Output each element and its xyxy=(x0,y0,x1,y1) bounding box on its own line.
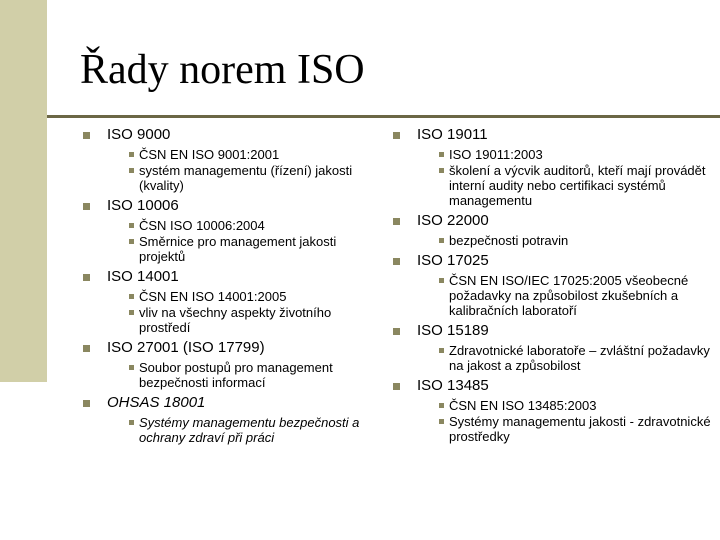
square-bullet-icon xyxy=(439,278,444,283)
bullet-item xyxy=(393,252,713,318)
sub-bullet-text: Soubor postupů pro management bezpečnosti informací xyxy=(139,360,333,390)
bullet-item-label: ISO 15189 xyxy=(417,322,489,339)
sub-bullet-text: ISO 19011:2003 xyxy=(449,147,543,162)
square-bullet-icon xyxy=(129,365,134,370)
sub-bullet-text: systém managementu (řízení) jakosti (kvality) xyxy=(139,163,353,193)
square-bullet-icon xyxy=(83,345,90,352)
sub-list xyxy=(107,218,383,264)
sub-bullet-text: Systémy managementu jakosti - zdravotnické prostředky xyxy=(449,414,711,444)
slide-title: Řady norem ISO xyxy=(80,47,365,93)
bullet-item xyxy=(83,394,383,445)
sub-list xyxy=(417,147,713,208)
square-bullet-icon xyxy=(439,403,444,408)
sub-list xyxy=(107,289,383,335)
square-bullet-icon xyxy=(129,310,134,315)
sub-bullet-text: Systémy managementu bezpečnosti a ochrany zdraví při práci xyxy=(139,415,360,445)
sub-bullet-item xyxy=(107,234,383,264)
bullet-item xyxy=(393,126,713,208)
square-bullet-icon xyxy=(393,218,400,225)
square-bullet-icon xyxy=(439,419,444,424)
square-bullet-icon xyxy=(393,258,400,265)
sub-bullet-item xyxy=(107,415,383,445)
square-bullet-icon xyxy=(129,168,134,173)
sub-bullet-item xyxy=(107,360,383,390)
sub-bullet-item xyxy=(107,305,383,335)
bullet-item-label: ISO 22000 xyxy=(417,212,489,229)
bullet-item-label: ISO 10006 xyxy=(107,197,179,214)
sub-list xyxy=(417,343,713,373)
sub-bullet-item xyxy=(417,273,713,318)
sub-bullet-text: ČSN EN ISO 13485:2003 xyxy=(449,398,597,413)
left-column xyxy=(83,126,383,449)
sub-bullet-text: školení a výcvik auditorů, kteří mají provádět interní audity nebo certifikaci systémů managementu xyxy=(449,163,706,208)
bullet-item-label: OHSAS 18001 xyxy=(107,394,206,411)
square-bullet-icon xyxy=(129,223,134,228)
square-bullet-icon xyxy=(129,152,134,157)
sub-bullet-item xyxy=(107,289,383,304)
sub-bullet-item xyxy=(417,414,713,444)
square-bullet-icon xyxy=(439,238,444,243)
sub-list xyxy=(417,273,713,318)
sub-bullet-item xyxy=(417,233,713,248)
title-divider xyxy=(47,115,720,118)
square-bullet-icon xyxy=(129,294,134,299)
sub-bullet-text: vliv na všechny aspekty životního prostředí xyxy=(139,305,332,335)
bullet-item-label: ISO 13485 xyxy=(417,377,489,394)
bullet-item-label: ISO 17025 xyxy=(417,252,489,269)
square-bullet-icon xyxy=(83,400,90,407)
square-bullet-icon xyxy=(393,132,400,139)
sub-list xyxy=(417,233,713,248)
square-bullet-icon xyxy=(393,383,400,390)
square-bullet-icon xyxy=(439,348,444,353)
square-bullet-icon xyxy=(439,168,444,173)
bullet-item-label: ISO 14001 xyxy=(107,268,179,285)
bullet-item xyxy=(83,268,383,335)
sub-bullet-text: ČSN EN ISO 9001:2001 xyxy=(139,147,280,162)
bullet-item xyxy=(83,197,383,264)
square-bullet-icon xyxy=(83,203,90,210)
bullet-item-label: ISO 9000 xyxy=(107,126,171,143)
sub-bullet-item xyxy=(417,163,713,208)
bullet-item xyxy=(83,339,383,390)
sub-bullet-text: ČSN EN ISO 14001:2005 xyxy=(139,289,287,304)
square-bullet-icon xyxy=(439,152,444,157)
sub-bullet-item xyxy=(107,147,383,162)
sub-bullet-item xyxy=(417,147,713,162)
bullet-item xyxy=(393,212,713,248)
sub-bullet-item xyxy=(417,398,713,413)
bullet-item xyxy=(83,126,383,193)
bullet-item xyxy=(393,377,713,444)
sub-list xyxy=(107,360,383,390)
sub-bullet-item xyxy=(107,218,383,233)
sub-list xyxy=(107,147,383,193)
right-column xyxy=(393,126,713,448)
bullet-item-label: ISO 19011 xyxy=(417,126,488,143)
square-bullet-icon xyxy=(83,274,90,281)
bullet-item-label: ISO 27001 (ISO 17799) xyxy=(107,339,265,356)
sub-bullet-text: Zdravotnické laboratoře – zvláštní požadavky na jakost a způsobilost xyxy=(449,343,710,373)
square-bullet-icon xyxy=(129,239,134,244)
sub-bullet-item xyxy=(417,343,713,373)
bullet-item xyxy=(393,322,713,373)
sub-list xyxy=(107,415,383,445)
square-bullet-icon xyxy=(83,132,90,139)
accent-bar xyxy=(0,0,47,382)
sub-bullet-text: ČSN ISO 10006:2004 xyxy=(139,218,265,233)
square-bullet-icon xyxy=(129,420,134,425)
square-bullet-icon xyxy=(393,328,400,335)
sub-list xyxy=(417,398,713,444)
sub-bullet-text: ČSN EN ISO/IEC 17025:2005 všeobecné požadavky na způsobilost zkušebních a kalibračních laboratoří xyxy=(449,273,689,318)
sub-bullet-item xyxy=(107,163,383,193)
sub-bullet-text: Směrnice pro management jakosti projektů xyxy=(139,234,337,264)
sub-bullet-text: bezpečnosti potravin xyxy=(449,233,569,248)
